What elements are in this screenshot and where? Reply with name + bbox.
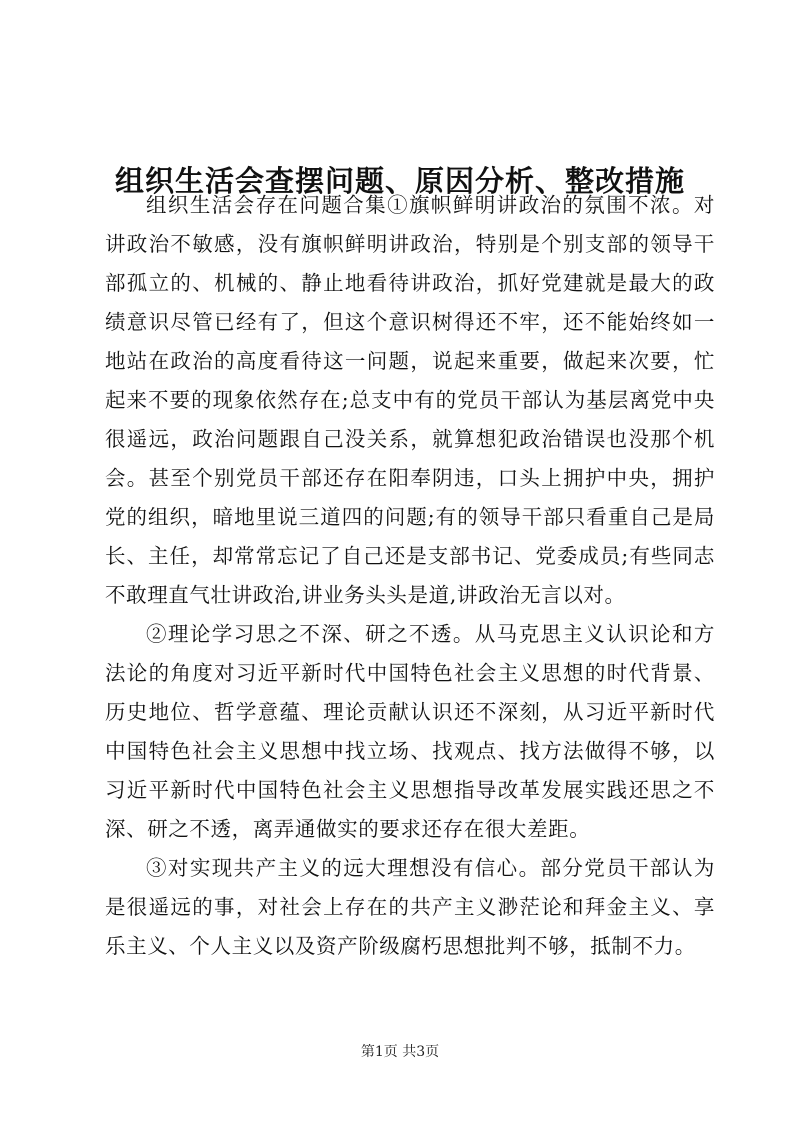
document-body xyxy=(105,186,715,966)
page-indicator: 第1页 共3页 xyxy=(360,1044,440,1060)
page-footer xyxy=(0,1042,800,1062)
paragraph-3: ③对实现共产主义的远大理想没有信心。部分党员干部认为是很遥远的事，对社会上存在的共产主义渺茫论和拜金主义、享乐主义、个人主义以及资产阶级腐朽思想批判不够，抵制不力。 xyxy=(105,856,715,958)
paragraph-1: 组织生活会存在问题合集①旗帜鲜明讲政治的氛围不浓。对讲政治不敏感，没有旗帜鲜明讲政治，特别是个别支部的领导干部孤立的、机械的、静止地看待讲政治，抓好党建就是最大的政绩意识尽管已经有了，但这个意识树得还不牢，还不能始终如一地站在政治的高度看待这一问题，说起来重要，做起来次要，忙起来不要的现象依然存在;总支中有的党员干部认为基层离党中央很遥远，政治问题跟自己没关系，就算想犯政治错误也没那个机会。甚至个别党员干部还存在阳奉阴违，口头上拥护中央，拥护党的组织，暗地里说三道四的问题;有的领导干部只看重自己是局长、主任，却常常忘记了自己还是支部书记、党委成员;有些同志不敢理直气壮讲政治,讲业务头头是道,讲政治无言以对。 xyxy=(105,193,715,607)
paragraph-2: ②理论学习思之不深、研之不透。从马克思主义认识论和方法论的角度对习近平新时代中国特色社会主义思想的时代背景、历史地位、哲学意蕴、理论贡献认识还不深刻，从习近平新时代中国特色社会主义思想中找立场、找观点、找方法做得不够，以习近平新时代中国特色社会主义思想指导改革发展实践还思之不深、研之不透，离弄通做实的要求还存在很大差距。 xyxy=(105,622,715,841)
document-title: 组织生活会查摆问题、原因分析、整改措施 xyxy=(114,164,685,199)
